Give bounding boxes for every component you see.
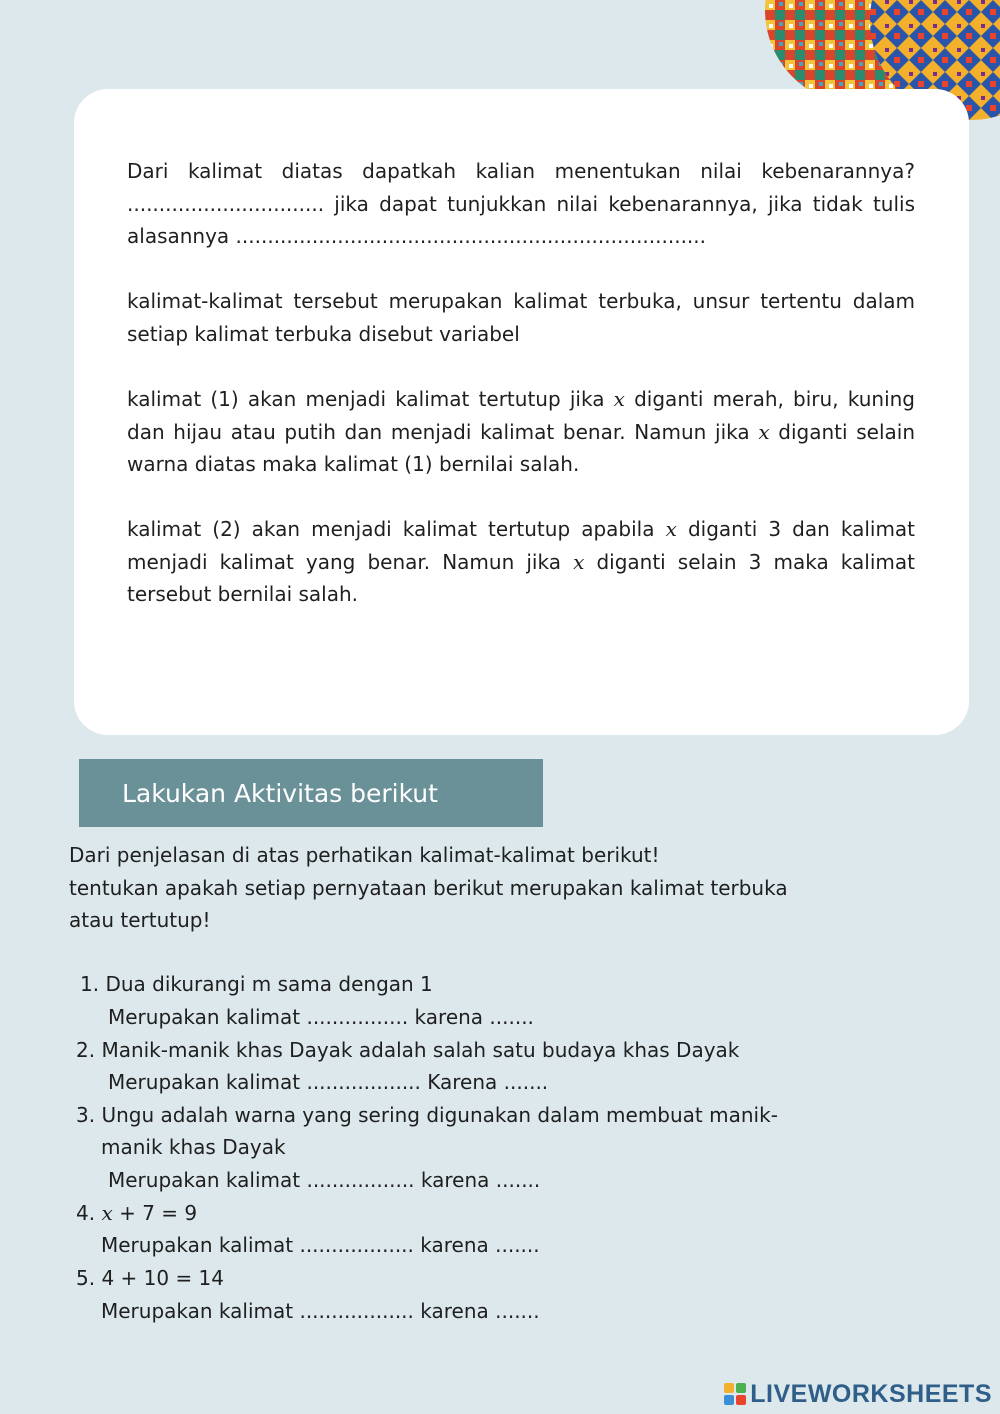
item-3-answer[interactable]: Merupakan kalimat ................. karena ....... [108, 1168, 541, 1192]
item-1-answer[interactable]: Merupakan kalimat ................ karena ....... [108, 1005, 534, 1029]
paragraph-sentence-1: kalimat (1) akan menjadi kalimat tertutup jika x diganti merah, biru, kuning dan hijau atau putih dan menjadi kalimat benar. Namun jika x diganti selain warna diatas maka kalimat (1) bernilai salah. [127, 387, 916, 477]
item-3-statement-cont: manik khas Dayak [101, 1135, 286, 1159]
item-4-statement: 4. x + 7 = 9 [76, 1201, 198, 1225]
variable-x: x [758, 419, 770, 444]
liveworksheets-brand [724, 1378, 992, 1410]
variable-x: x [665, 517, 677, 541]
item-3-statement: 3. Ungu adalah warna yang sering digunakan dalam membuat manik- [76, 1103, 778, 1127]
item-4-answer[interactable]: Merupakan kalimat .................. karena ....... [101, 1233, 540, 1257]
item-2-statement: 2. Manik-manik khas Dayak adalah salah satu budaya khas Dayak [76, 1038, 740, 1062]
paragraph-truth-value: Dari kalimat diatas dapatkah kalian menentukan nilai kebenarannya? ............................... jika dapat tunjukkan nilai kebenarannya, jika tidak tulis alasannya .......................................................................... [127, 159, 915, 249]
variable-x: x [101, 1201, 113, 1225]
paragraph-open-sentence: kalimat-kalimat tersebut merupakan kalimat terbuka, unsur tertentu dalam setiap kalimat terbuka disebut variabel [127, 289, 915, 346]
explanation-card [74, 89, 969, 735]
brand-name: LIVEWORKSHEETS [750, 1379, 992, 1408]
variable-x: x [573, 549, 585, 574]
variable-x: x [613, 387, 625, 411]
paragraph-sentence-2: kalimat (2) akan menjadi kalimat tertutup apabila x diganti 3 dan kalimat menjadi kalimat yang benar. Namun jika x diganti selain 3 maka kalimat tersebut bernilai salah. [127, 517, 916, 607]
activity-banner: Lakukan Aktivitas berikut [79, 759, 543, 827]
item-2-answer[interactable]: Merupakan kalimat .................. Karena ....... [108, 1070, 549, 1094]
item-5-statement: 5. 4 + 10 = 14 [76, 1266, 225, 1290]
liveworksheets-logo-icon [724, 1383, 746, 1405]
activity-intro: Dari penjelasan di atas perhatikan kalimat-kalimat berikut! tentukan apakah setiap pernyataan berikut merupakan kalimat terbuka atau tertutup! [69, 843, 788, 933]
item-1-statement: 1. Dua dikurangi m sama dengan 1 [80, 972, 433, 996]
item-5-answer[interactable]: Merupakan kalimat .................. karena ....... [101, 1299, 540, 1323]
